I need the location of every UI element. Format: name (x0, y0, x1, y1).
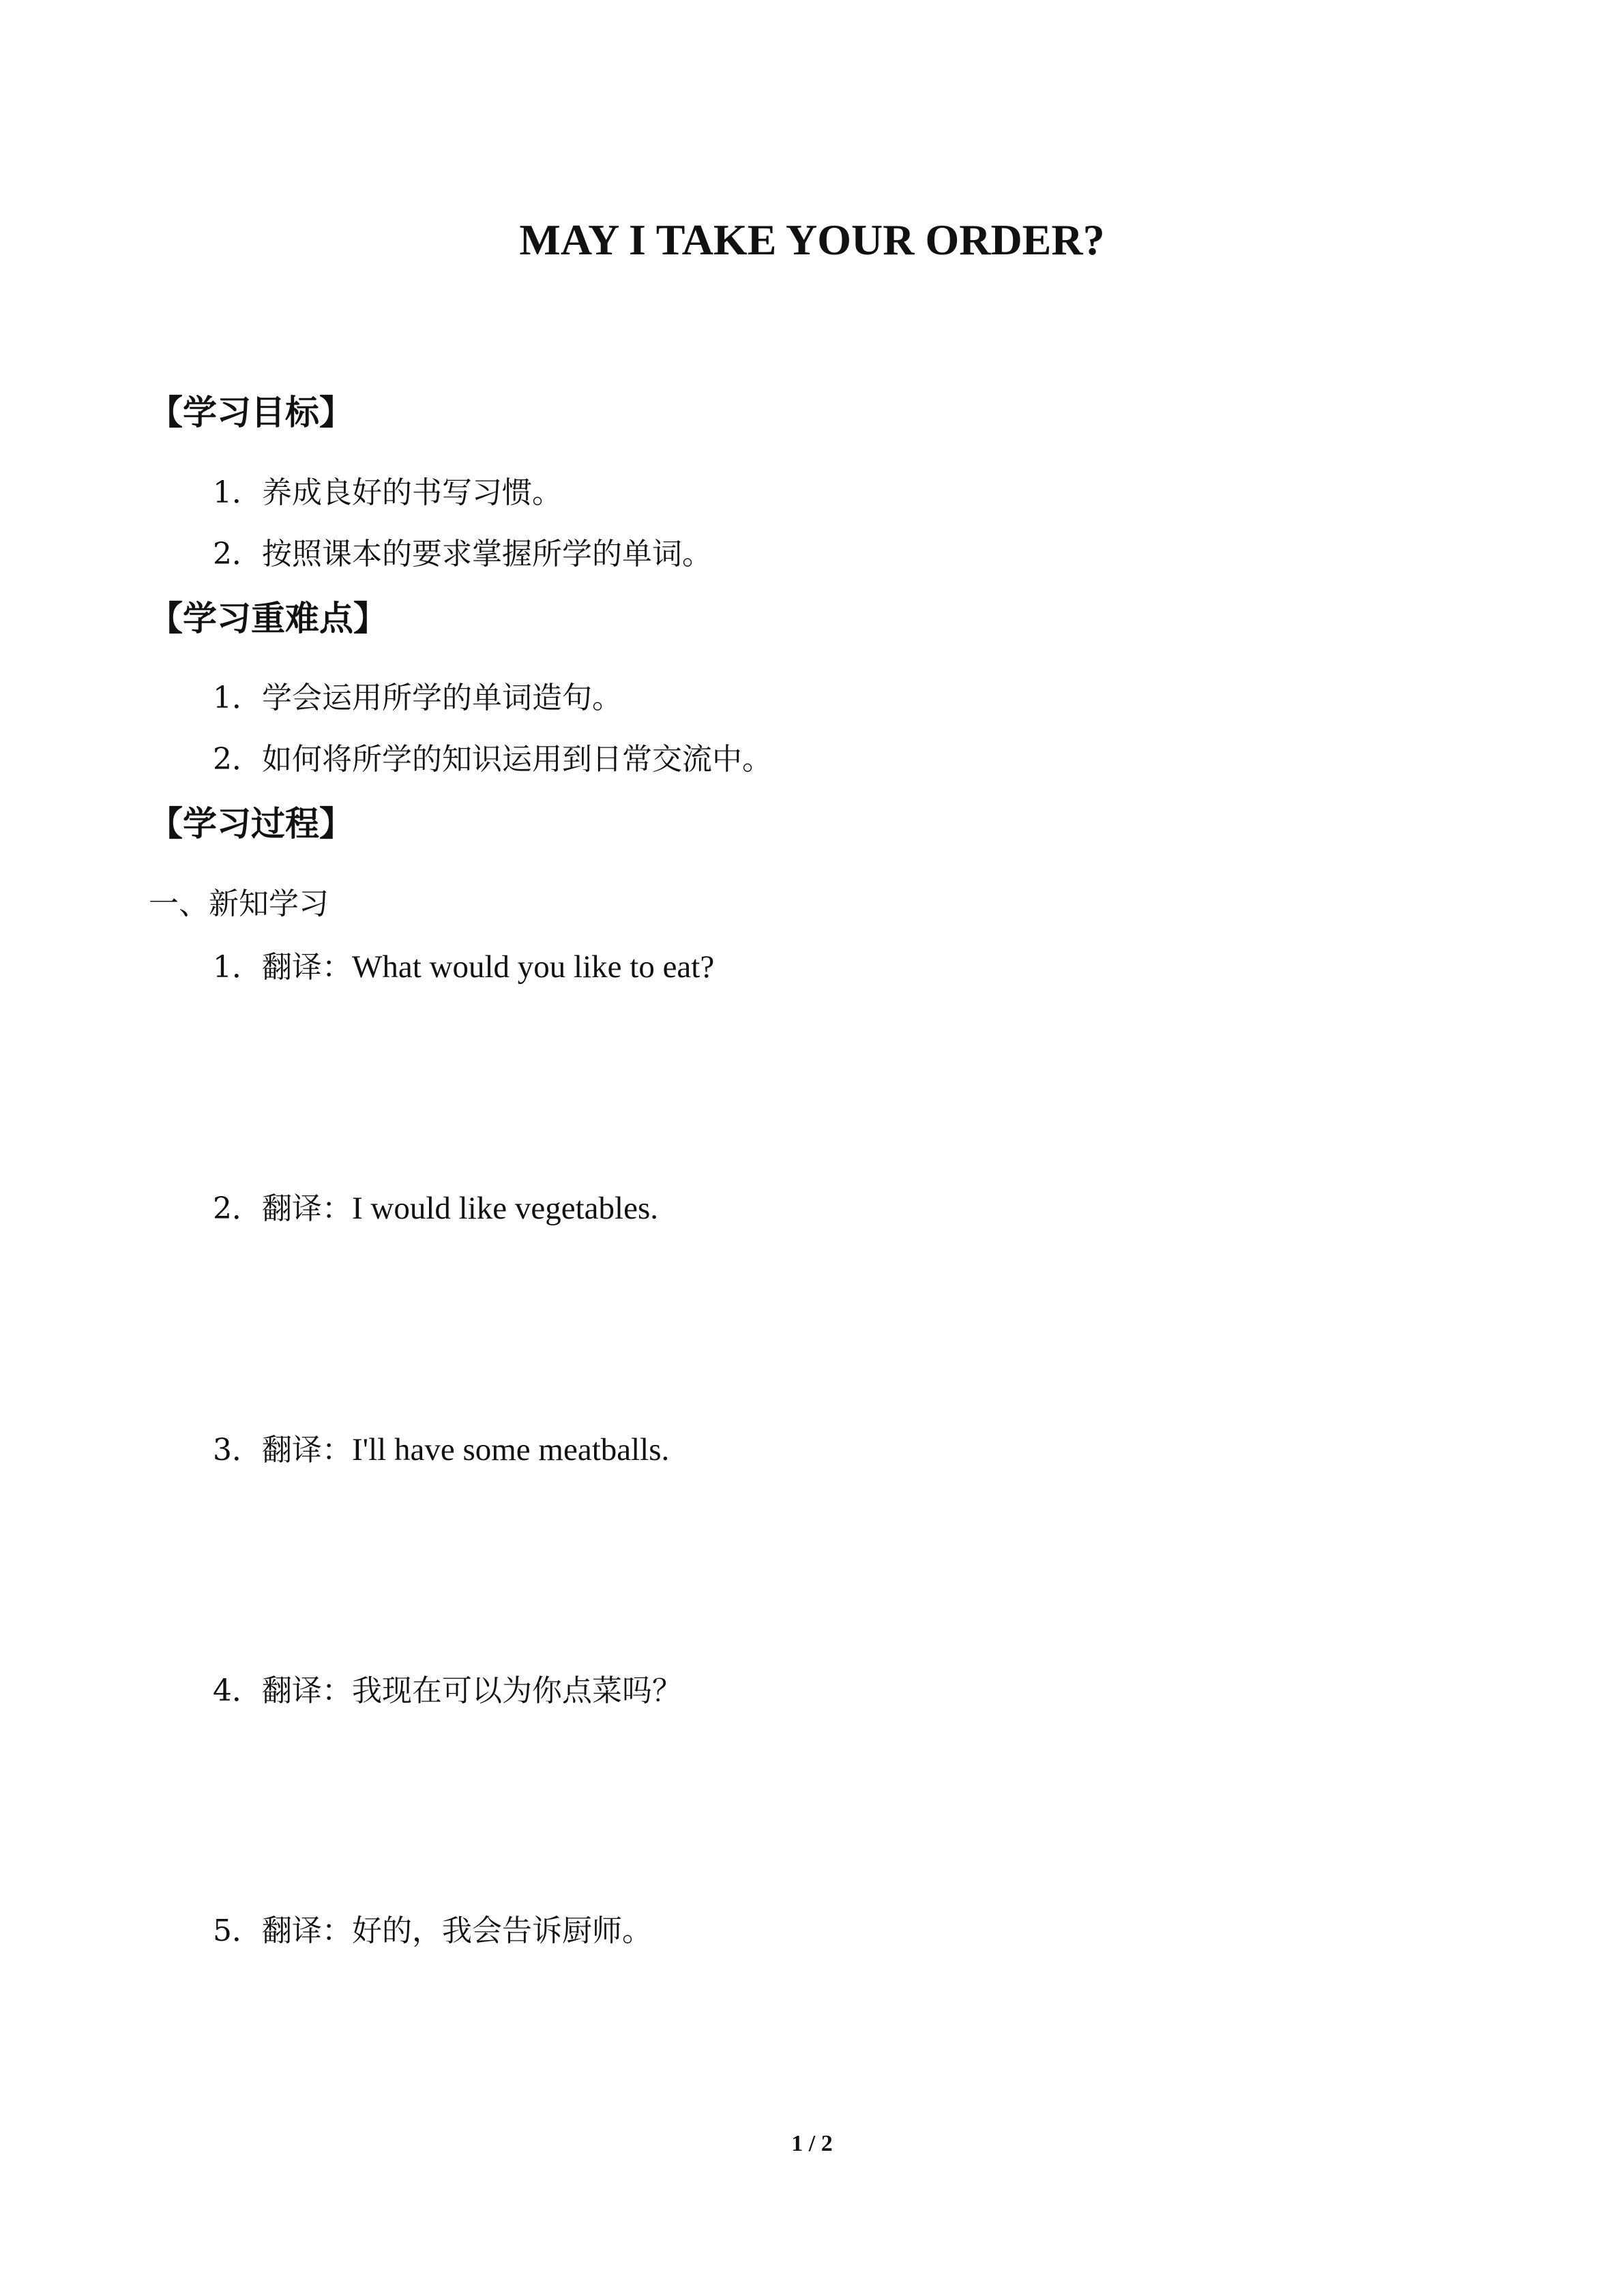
goals-item-2: 2．按照课本的要求掌握所学的单词。 (213, 537, 712, 571)
key-points-item-1: 1．学会运用所学的单词造句。 (213, 681, 622, 715)
exercise-prefix: 1．翻译： (213, 950, 352, 985)
exercise-4 (213, 1671, 682, 1712)
exercise-prefix: 2．翻译： (213, 1191, 352, 1226)
exercise-text: 我现在可以为你点菜吗？ (352, 1673, 682, 1708)
exercise-3 (213, 1429, 669, 1471)
process-heading: 【学习过程】 (149, 804, 353, 844)
exercise-2 (213, 1188, 658, 1229)
exercise-5 (213, 1911, 652, 1952)
exercise-text: What would you like to eat? (352, 949, 715, 985)
page-number: 1 / 2 (791, 2131, 833, 2156)
key-points-heading: 【学习重难点】 (149, 599, 387, 638)
exercise-text: 好的，我会告诉厨师。 (352, 1913, 652, 1948)
exercise-prefix: 3．翻译： (213, 1433, 352, 1467)
goals-heading: 【学习目标】 (149, 393, 353, 432)
exercise-prefix: 5．翻译： (213, 1913, 352, 1948)
goals-item-1: 1．养成良好的书写习惯。 (213, 475, 562, 510)
exercise-text: I'll have some meatballs. (352, 1432, 670, 1467)
process-subsection-title: 一、新知学习 (149, 886, 329, 921)
document-title: MAY I TAKE YOUR ORDER? (519, 215, 1105, 264)
exercise-1 (213, 946, 714, 988)
exercise-text: I would like vegetables. (352, 1191, 658, 1226)
exercise-prefix: 4．翻译： (213, 1673, 352, 1708)
key-points-item-2: 2．如何将所学的知识运用到日常交流中。 (213, 742, 772, 777)
